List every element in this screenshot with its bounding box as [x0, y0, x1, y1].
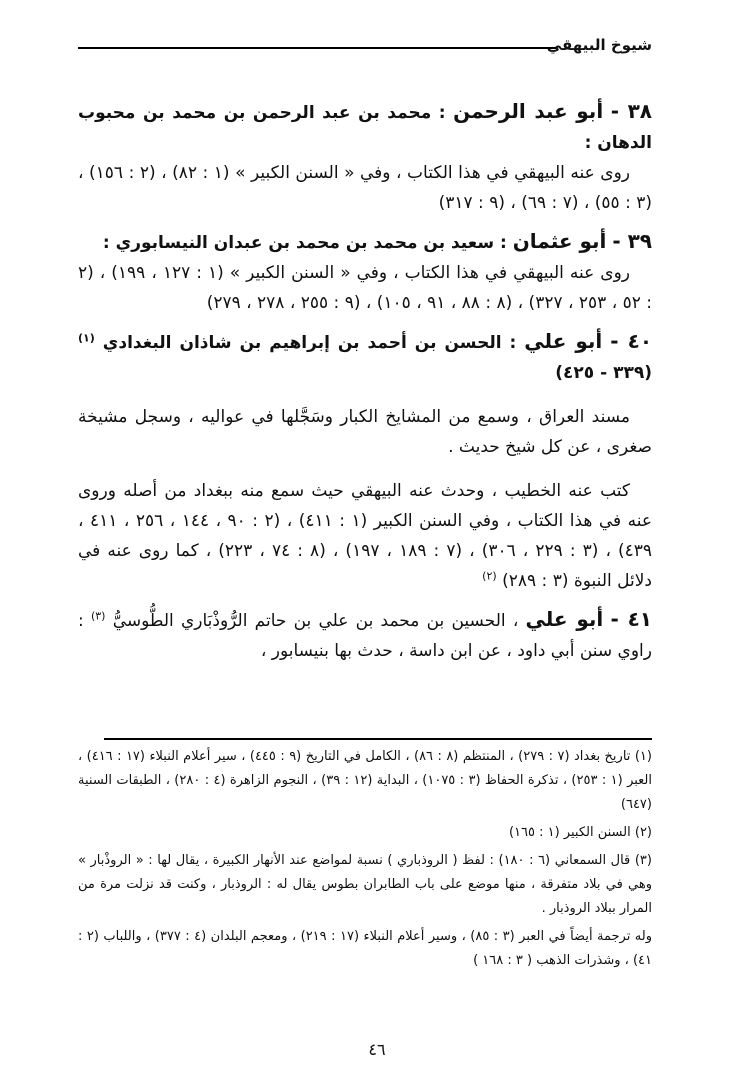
entry-number: ٤١ -	[610, 607, 652, 631]
entry-fullname: ، الحسين بن محمد بن علي بن حاتم الرُّوذْبَاري الطُّوسيُّ	[112, 611, 519, 631]
entry-41	[78, 604, 652, 666]
entry-number: ٤٠ -	[610, 329, 653, 353]
footnote-ref[interactable]: (٢)	[482, 569, 497, 583]
entry-paragraph: مسند العراق ، وسمع من المشايخ الكبار وسَجَّلها في عواليه ، وسجل مشيخة صغرى ، عن كل شيخ حديث .	[78, 407, 652, 457]
entry-paragraph	[78, 476, 652, 596]
page-number: ٤٦	[368, 1040, 386, 1059]
entry-38	[78, 96, 652, 218]
footnote-ref[interactable]: (٣)	[90, 609, 106, 623]
entry-40	[78, 326, 652, 596]
footnote: وله ترجمة أيضاً في العبر (٣ : ٨٥) ، وسير أعلام النبلاء (١٧ : ٢١٩) ، ومعجم البلدان (٤ : ٣٧٧) ، واللباب (٢ : ٤١) ، وشذرات الذهب ( ٣ : ١٦٨ )	[78, 929, 653, 968]
footnote: (١) تاريخ بغداد (٧ : ٢٧٩) ، المنتظم (٨ : ٨٦) ، الكامل في التاريخ (٩ : ٤٤٥) ، سير أعلام النبلاء (١٧ : ٤١٦) ، العبر (١ : ٢٥٣) ، تذكرة الحفاظ (٣ : ١٠٧٥) ، البداية (١٢ : ٣٩) ، النجوم الزاهرة (٤ : ٢٨٠) ، الطبقات السنية (٦٤٧)	[78, 749, 653, 812]
footnote-rule	[104, 738, 652, 740]
header-rule	[78, 47, 556, 49]
footnotes	[78, 745, 652, 977]
footnote: (٣) قال السمعاني (٦ : ١٨٠) : لفظ ( الروذباري ) نسبة لمواضع عند الأنهار الكبيرة ، يقال لها : « الروذْبار » وهي في بلاد متفرقة ، منها موضع على باب الطابران بطوس يقال له : الروذبار ، وكنت قد نزلت مرة من المرار ببلاد الروذبار .	[78, 853, 652, 916]
entry-heading	[78, 96, 652, 158]
entry-text: : راوي سنن أبي داود ، عن ابن داسة ، حدث بها بنيسابور ،	[78, 611, 652, 661]
footnote: (٢) السنن الكبير (١ : ١٦٥)	[508, 825, 652, 840]
entry-text: روى عنه البيهقي في هذا الكتاب ، وفي « السنن الكبير » (١ : ١٢٧ ، ١٩٩) ، (٢ : ٥٢ ، ٢٥٣ ، ٣٢٧) ، (٨ : ٨٨ ، ٩١ ، ١٠٥) ، (٩ : ٢٥٥ ، ٢٧٨ ، ٢٧٩)	[78, 263, 652, 313]
entry-kunya: أبو علي	[525, 607, 604, 631]
entry-fullname: : سعيد بن محمد بن محمد بن عبدان النيسابوري :	[102, 233, 507, 253]
entry-kunya: أبو عبد الرحمن	[453, 99, 604, 123]
entry-fullname: : محمد بن عبد الرحمن بن محمد بن محبوب الدهان :	[78, 103, 652, 153]
entry-number: ٣٩ -	[612, 229, 652, 253]
header-title: شيوخ البيهقي	[546, 36, 652, 54]
entry-dates: (٣٣٩ - ٤٢٥)	[555, 363, 652, 383]
footnote-ref[interactable]: (١)	[78, 331, 95, 345]
entry-kunya: أبو علي	[524, 329, 603, 353]
running-header	[78, 34, 652, 56]
entry-paragraph-text: كتب عنه الخطيب ، وحدث عنه البيهقي حيث سمع منه ببغداد من أصله وروى عنه في هذا الكتاب ، وفي السنن الكبير (١ : ٤١١) ، (٢ : ٩٠ ، ١٤٤ ، ٢٥٦ ، ٤١١ ، ٤٣٩) ، (٣ : ٢٢٩ ، ٣٠٦) ، (٧ : ١٨٩ ، ١٩٧) ، (٨ : ٧٤ ، ٢٢٣) ، كما روى عنه في دلائل النبوة (٣ : ٢٨٩)	[78, 481, 653, 591]
entry-number: ٣٨ -	[610, 99, 653, 123]
entry-kunya: أبو عثمان	[512, 229, 607, 253]
entry-heading	[78, 226, 652, 258]
entry-fullname: : الحسن بن أحمد بن إبراهيم بن شاذان البغدادي	[102, 333, 517, 353]
entry-heading	[78, 326, 652, 388]
entry-39	[78, 226, 652, 318]
entry-text: روى عنه البيهقي في هذا الكتاب ، وفي « السنن الكبير » (١ : ٨٢) ، (٢ : ١٥٦) ، (٣ : ٥٥) ، (٧ : ٦٩) ، (٩ : ٣١٧)	[78, 163, 652, 213]
main-text	[78, 96, 652, 674]
entry-heading	[78, 604, 652, 666]
